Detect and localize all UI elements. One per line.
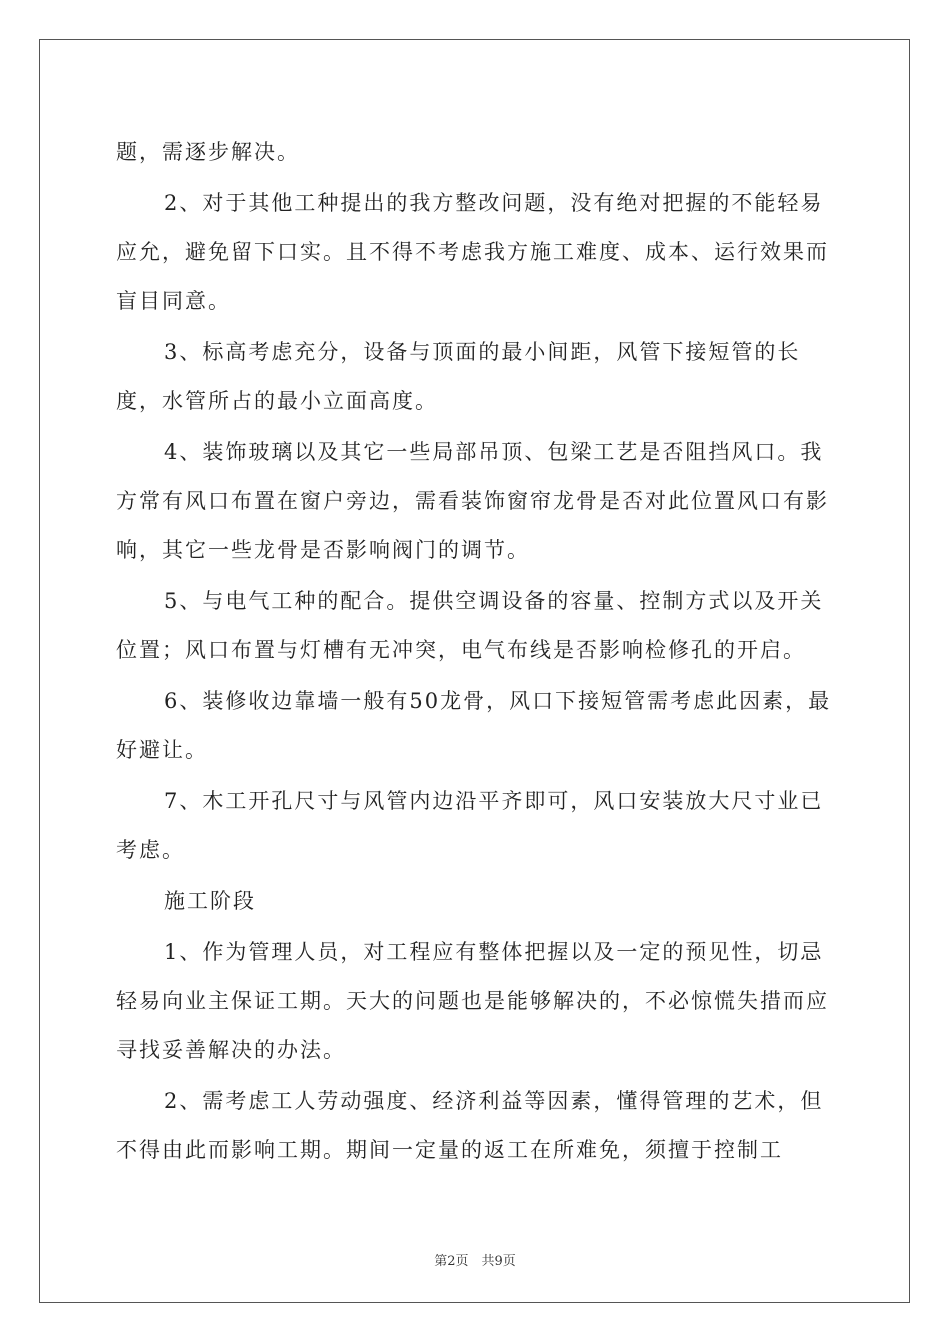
section-heading-construction: 施工阶段 (164, 889, 256, 913)
paragraph-continuation: 题，需逐步解决。 (116, 140, 300, 164)
paragraph-construction-2: 2、需考虑工人劳动强度、经济利益等因素，懂得管理的艺术，但不得由此而影响工期。期间一定量的返工在所难免，须擅于控制工 (116, 1089, 824, 1162)
paragraph-item-2: 2、对于其他工种提出的我方整改问题，没有绝对把握的不能轻易应允，避免留下口实。且不得不考虑我方施工难度、成本、运行效果而盲目同意。 (116, 191, 829, 313)
paragraph-item-7: 7、木工开孔尺寸与风管内边沿平齐即可，风口安装放大尺寸业已考虑。 (116, 789, 824, 862)
paragraph-item-5: 5、与电气工种的配合。提供空调设备的容量、控制方式以及开关位置；风口布置与灯槽有无冲突，电气布线是否影响检修孔的开启。 (116, 589, 824, 662)
paragraph-construction-1: 1、作为管理人员，对工程应有整体把握以及一定的预见性，切忌轻易向业主保证工期。天大的问题也是能够解决的，不必惊慌失措而应寻找妥善解决的办法。 (116, 940, 829, 1062)
paragraph-item-3: 3、标高考虑充分，设备与顶面的最小间距，风管下接短管的长度，水管所占的最小立面高度。 (116, 340, 801, 413)
paragraph-item-4: 4、装饰玻璃以及其它一些局部吊顶、包梁工艺是否阻挡风口。我方常有风口布置在窗户旁边，需看装饰窗帘龙骨是否对此位置风口有影响，其它一些龙骨是否影响阀门的调节。 (116, 440, 829, 562)
paragraph-item-6: 6、装修收边靠墙一般有50龙骨，风口下接短管需考虑此因素，最好避让。 (116, 689, 832, 762)
document-body (116, 128, 846, 1177)
page-footer: 第2页 共9页 (434, 1254, 516, 1269)
